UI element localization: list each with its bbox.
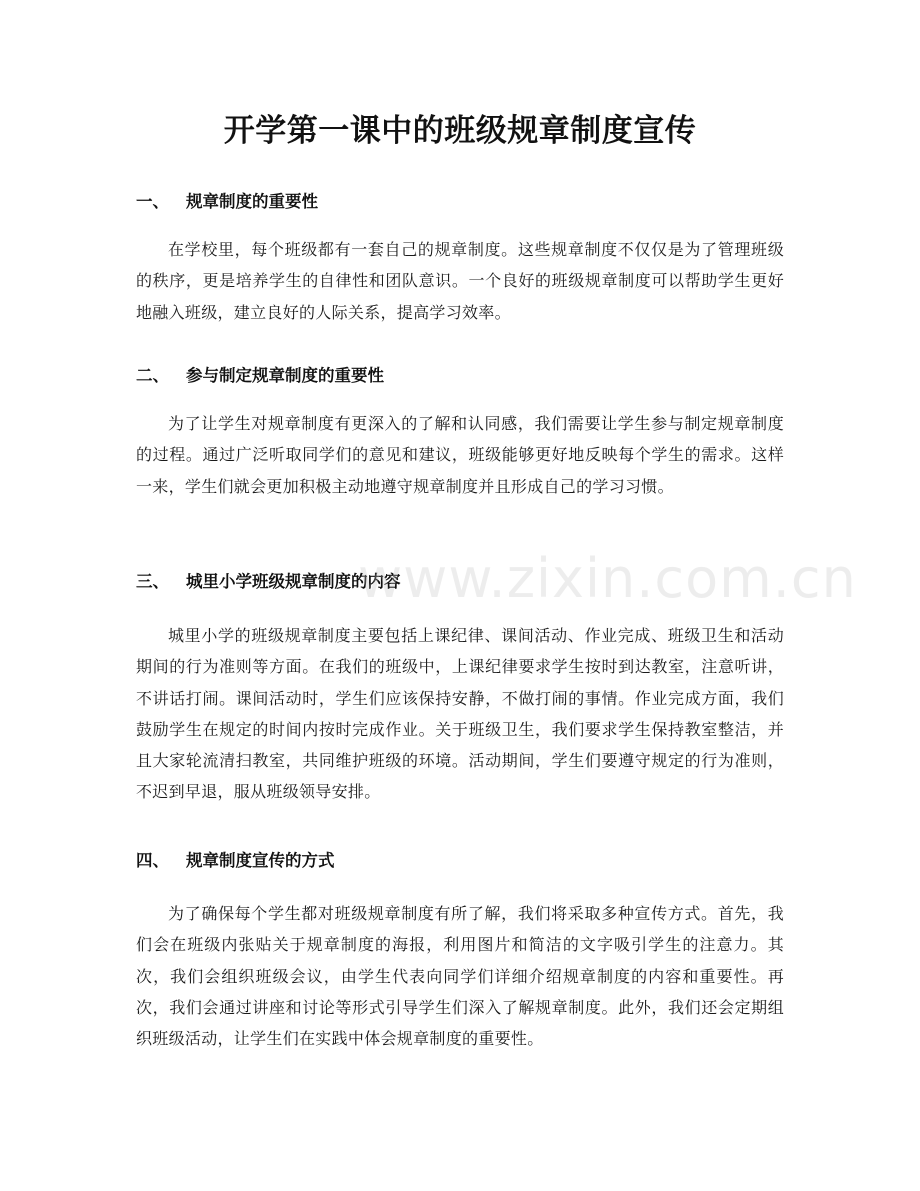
section-heading-text-3: 城里小学班级规章制度的内容 xyxy=(186,572,401,591)
section-paragraph-3: 城里小学的班级规章制度主要包括上课纪律、课间活动、作业完成、班级卫生和活动期间的行为准则等方面。在我们的班级中，上课纪律要求学生按时到达教室，注意听讲，不讲话打闹。课间活动时，学生们应该保持安静，不做打闹的事情。作业完成方面，我们鼓励学生在规定的时间内按时完成作业。关于班级卫生，我们要求学生保持教室整洁，并且大家轮流清扫教室，共同维护班级的环境。活动期间，学生们要遵守规定的行为准则，不迟到早退，服从班级领导安排。 xyxy=(136,626,784,802)
section-paragraph-1: 在学校里，每个班级都有一套自己的规章制度。这些规章制度不仅仅是为了管理班级的秩序，更是培养学生的自律性和团队意识。一个良好的班级规章制度可以帮助学生更好地融入班级，建立良好的人际关系，提高学习效率。 xyxy=(136,240,784,322)
section-heading-text-1: 规章制度的重要性 xyxy=(186,192,318,211)
section-heading-1 xyxy=(136,190,318,214)
section-paragraph-4: 为了确保每个学生都对班级规章制度有所了解，我们将采取多种宣传方式。首先，我们会在班级内张贴关于规章制度的海报，利用图片和简洁的文字吸引学生的注意力。其次，我们会组织班级会议，由学生代表向同学们详细介绍规章制度的内容和重要性。再次，我们会通过讲座和讨论等形式引导学生们深入了解规章制度。此外，我们还会定期组织班级活动，让学生们在实践中体会规章制度的重要性。 xyxy=(136,904,784,1049)
section-number-2: 二、 xyxy=(136,366,169,385)
section-heading-text-2: 参与制定规章制度的重要性 xyxy=(186,366,384,385)
section-paragraph-2: 为了让学生对规章制度有更深入的了解和认同感，我们需要让学生参与制定规章制度的过程。通过广泛听取同学们的意见和建议，班级能够更好地反映每个学生的需求。这样一来，学生们就会更加积极主动地遵守规章制度并且形成自己的学习习惯。 xyxy=(136,414,784,496)
section-heading-3 xyxy=(136,570,401,594)
section-number-4: 四、 xyxy=(136,851,169,870)
section-number-1: 一、 xyxy=(136,192,169,211)
section-number-3: 三、 xyxy=(136,572,169,591)
section-heading-text-4: 规章制度宣传的方式 xyxy=(186,851,335,870)
section-heading-4 xyxy=(136,849,335,873)
watermark: www.zixin.com.cn xyxy=(358,547,857,610)
document-title: 开学第一课中的班级规章制度宣传 xyxy=(223,113,697,149)
section-heading-2 xyxy=(136,364,384,388)
